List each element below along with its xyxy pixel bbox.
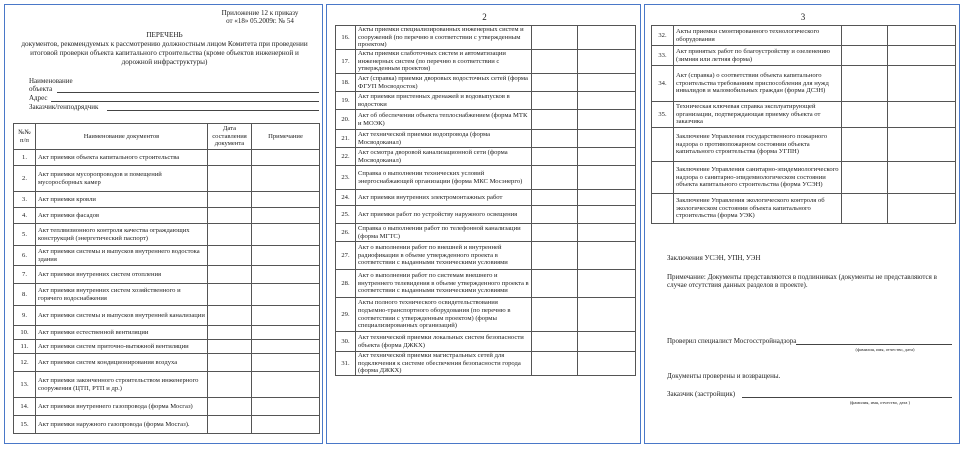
table-row [336,352,636,376]
row-date-cell[interactable] [532,110,578,130]
row-number: 32. [652,26,674,46]
row-note-cell[interactable] [578,74,636,92]
row-date-cell[interactable] [208,284,252,306]
row-note-cell[interactable] [252,326,320,340]
row-document-name: Справка о выполнении технических условий энергоснабжающей организации (форма МКС Мосэнерго) [356,166,532,190]
table-row [336,50,636,74]
page-1 [4,4,323,444]
row-document-name: Акт приемки систем приточно-вытяжной вентиляции [36,340,208,354]
address-line[interactable] [51,101,319,102]
table-row [336,298,636,332]
row-note-cell[interactable] [578,332,636,352]
row-number: 11. [14,340,36,354]
row-document-name: Акт о выполнении работ по системам внешнего и внутреннего телевидения в объеме утвержденного проекта в соответствии с выданными техническими условиями [356,270,532,298]
table-row [14,224,320,246]
row-note-cell[interactable] [252,398,320,416]
row-number: 26. [336,224,356,242]
customer-sign-line[interactable] [742,397,952,398]
row-number: 33. [652,46,674,66]
row-date-cell[interactable] [842,46,888,66]
table-row [336,206,636,224]
doc-subtitle-1: документов, рекомендуемых к рассмотрению должностным лицом Комитета при проведении [21,40,308,48]
row-number: 34. [652,66,674,102]
row-note-cell[interactable] [578,50,636,74]
row-number: 23. [336,166,356,190]
table-row [652,128,956,162]
table-row [336,92,636,110]
row-date-cell[interactable] [532,50,578,74]
row-date-cell[interactable] [208,416,252,434]
row-date-cell[interactable] [532,130,578,148]
row-note-cell[interactable] [578,110,636,130]
checked-by-line[interactable] [796,344,952,345]
field-name-label-1: Наименование [29,77,73,85]
customer-hint: (фамилия, имя, отчество, дата ) [849,400,911,405]
row-date-cell[interactable] [842,162,888,194]
row-date-cell[interactable] [532,298,578,332]
row-note-cell[interactable] [252,266,320,284]
doc-title: ПЕРЕЧЕНЬ [146,31,183,39]
row-note-cell[interactable] [888,162,956,194]
row-document-name: Заключение Управления экологического контроля об экологическом состоянии объекта капитального строительства (форма УЭК) [674,194,842,224]
row-number: 18. [336,74,356,92]
conclusions-label: Заключения УСЭН, УПН, УЭН [667,254,761,262]
row-document-name: Акт приемки внутреннего газопровода (форма Мосгаз) [36,398,208,416]
annex-line: Приложение 12 к приказу [221,9,299,17]
row-number: 9. [14,306,36,326]
row-date-cell[interactable] [532,92,578,110]
table-header-row [14,124,320,150]
row-note-cell[interactable] [578,206,636,224]
table-row [336,74,636,92]
row-document-name: Акт приемки кровли [36,192,208,208]
row-number: 24. [336,190,356,206]
row-document-name: Акт технической приемки локальных систем безопасности объекта (форма ДЖКХ) [356,332,532,352]
row-note-cell[interactable] [578,190,636,206]
row-number: 35. [652,102,674,128]
row-document-name: Акт приемки фасадов [36,208,208,224]
row-document-name: Акт приемки законченного строительством инженерного сооружения (ЦТП, РТП и др.) [36,372,208,398]
table-row [14,192,320,208]
row-date-cell[interactable] [842,194,888,224]
table-row [336,224,636,242]
row-number: 8. [14,284,36,306]
table-row [14,284,320,306]
col-doc-header: Наименование документов [36,124,208,150]
row-note-cell[interactable] [252,306,320,326]
row-date-cell[interactable] [532,166,578,190]
table-row [652,26,956,46]
row-document-name: Акт принятых работ по благоустройству и озеленению (зимняя или летняя форма) [674,46,842,66]
row-date-cell[interactable] [208,372,252,398]
row-document-name: Акты полного технического освидетельствования подъемно-транспортного оборудования (по перечню в соответствии с утвержденным проектом) (формы специализированных организаций) [356,298,532,332]
table-row [336,332,636,352]
note-text: Примечание: Документы представляются в подлинниках (документы не представляются в случае отсутствия данных разделов в проекте). [667,273,937,290]
table-row [14,326,320,340]
row-date-cell[interactable] [842,128,888,162]
row-document-name: Акт (справка) о соответствии объекта капитального строительства требованиям приспособления для нужд инвалидов и маломобильных граждан (форма ДСЗН) [674,66,842,102]
page-number-3: 3 [800,12,806,22]
row-number: 2. [14,166,36,192]
row-document-name: Акт приемки объекта капитального строительства [36,150,208,166]
row-date-cell[interactable] [208,266,252,284]
row-date-cell[interactable] [532,270,578,298]
doc-subtitle-2: итоговой проверки объекта капитального строительства (кроме объектов инженерной и [30,49,299,57]
row-note-cell[interactable] [888,26,956,46]
customer-line[interactable] [107,110,319,111]
row-date-cell[interactable] [532,242,578,270]
table-row [336,130,636,148]
row-number [652,194,674,224]
row-document-name: Акт приемки наружного газопровода (форма Мосгаз). [36,416,208,434]
doc-subtitle-3: дорожной инфраструктуры) [121,58,208,66]
row-date-cell[interactable] [208,398,252,416]
row-note-cell[interactable] [252,354,320,372]
row-date-cell[interactable] [842,66,888,102]
row-number: 22. [336,148,356,166]
row-document-name: Акт приемки работ по устройству наружного освещения [356,206,532,224]
table-row [652,194,956,224]
page-3 [644,4,960,444]
table-row [14,372,320,398]
row-document-name: Заключение Управления государственного пожарного надзора о противопожарном состоянии объекта капитального строительства (форма УГПН) [674,128,842,162]
row-note-cell[interactable] [888,128,956,162]
row-date-cell[interactable] [532,352,578,376]
row-number: 21. [336,130,356,148]
row-number: 30. [336,332,356,352]
table-row [14,416,320,434]
table-row [652,102,956,128]
table-row [652,46,956,66]
row-date-cell[interactable] [208,224,252,246]
row-note-cell[interactable] [252,372,320,398]
col-num-header: №№ п/п [14,124,36,150]
documents-table-1 [13,123,320,434]
table-row [336,270,636,298]
row-document-name: Акт (справка) приемки дворовых водосточных сетей (форма ФГУП Мосводосток) [356,74,532,92]
table-row [336,190,636,206]
row-document-name: Акт приемки внутренних электромонтажных работ [356,190,532,206]
row-date-cell[interactable] [532,74,578,92]
row-document-name: Акт приемки пристенных дренажей и водовыпусков в водостоки [356,92,532,110]
col-date-header: Дата составления документа [208,124,252,150]
row-document-name: Акт осмотра дворовой канализационной сети (форма Мосводоканал) [356,148,532,166]
annex-date: от «18» 05.2009г. № 54 [226,17,294,25]
row-number: 28. [336,270,356,298]
row-date-cell[interactable] [532,224,578,242]
row-date-cell[interactable] [208,246,252,266]
row-note-cell[interactable] [252,246,320,266]
row-number: 16. [336,26,356,50]
row-number: 7. [14,266,36,284]
row-document-name: Акт приемки системы и выпусков внутреннего водостока здания [36,246,208,266]
row-number: 31. [336,352,356,376]
row-number: 29. [336,298,356,332]
row-date-cell[interactable] [842,26,888,46]
table-row [14,354,320,372]
row-date-cell[interactable] [532,332,578,352]
row-document-name: Акт приемки естественной вентиляции [36,326,208,340]
row-date-cell[interactable] [208,326,252,340]
returned-label: Документы проверены и возвращены. [667,372,781,380]
documents-table-3 [651,25,956,224]
row-number: 5. [14,224,36,246]
table-row [14,246,320,266]
row-note-cell[interactable] [578,352,636,376]
row-note-cell[interactable] [252,166,320,192]
row-document-name: Заключение Управления санитарно-эпидемиологического надзора о санитарно-эпидемиологическом состоянии объекта капитального строительства (форма УСЭН) [674,162,842,194]
checked-by-label: Проверил специалист Мосгосстройнадзора [667,337,797,345]
row-document-name: Акт приемки мусоропроводов и помещений мусоросборных камер [36,166,208,192]
row-note-cell[interactable] [252,340,320,354]
table-row [336,166,636,190]
row-date-cell[interactable] [208,354,252,372]
table-row [14,150,320,166]
table-row [336,26,636,50]
row-document-name: Акт технической приемки магистральных сетей для подключения к системе обеспечения безопасности города (форма ДЖКХ) [356,352,532,376]
row-document-name: Акт приемки внутренних систем хозяйственного и горячего водоснабжения [36,284,208,306]
row-number: 3. [14,192,36,208]
table-row [14,398,320,416]
row-document-name: Акт приемки системы и выпусков внутренней канализации [36,306,208,326]
row-number: 17. [336,50,356,74]
row-note-cell[interactable] [252,416,320,434]
table-row [336,242,636,270]
object-name-line[interactable] [57,92,319,93]
row-note-cell[interactable] [578,270,636,298]
row-number: 15. [14,416,36,434]
row-note-cell[interactable] [252,284,320,306]
row-note-cell[interactable] [252,224,320,246]
row-number: 12. [14,354,36,372]
row-number: 1. [14,150,36,166]
row-document-name: Акты приемки слаботочных систем и автоматизации инженерных систем (по перечню в соответствии с утвержденным проектом) [356,50,532,74]
row-note-cell[interactable] [578,242,636,270]
row-date-cell[interactable] [208,340,252,354]
table-row [14,306,320,326]
row-note-cell[interactable] [252,208,320,224]
checked-by-hint: (фамилия, имя, отчество, дата) [855,347,915,352]
table-row [652,66,956,102]
row-date-cell[interactable] [208,306,252,326]
field-name-label-2: объекта [29,85,53,93]
row-note-cell[interactable] [578,26,636,50]
row-note-cell[interactable] [578,166,636,190]
row-note-cell[interactable] [252,150,320,166]
row-date-cell[interactable] [208,192,252,208]
customer-label: Заказчик (застройщик) [667,390,736,398]
row-note-cell[interactable] [888,46,956,66]
row-document-name: Акт приемки систем кондиционирования воздуха [36,354,208,372]
row-number: 19. [336,92,356,110]
row-document-name: Справка о выполнении работ по телефонной канализации (форма МГТС) [356,224,532,242]
row-note-cell[interactable] [252,192,320,208]
row-document-name: Акт о выполнении работ по внешней и внутренней радиофикации в объеме утвержденного проекта в соответствии с выданными техническими условиями [356,242,532,270]
row-date-cell[interactable] [208,208,252,224]
row-document-name: Акт приемки внутренних систем отопления [36,266,208,284]
row-document-name: Акт технической приемки водопровода (форма Мосводоканал) [356,130,532,148]
row-note-cell[interactable] [888,102,956,128]
table-row [14,340,320,354]
row-note-cell[interactable] [888,66,956,102]
row-number [652,128,674,162]
table-row [336,110,636,130]
row-document-name: Техническая ключевая справка эксплуатирующей организации, подтверждающая приемку объекта от заказчика [674,102,842,128]
row-note-cell[interactable] [888,194,956,224]
field-customer-label: Заказчик/генподрядчик [29,103,99,111]
documents-table-2 [335,25,636,376]
row-number: 13. [14,372,36,398]
row-date-cell[interactable] [532,190,578,206]
row-date-cell[interactable] [532,206,578,224]
col-note-header: Примечание [252,124,320,150]
table-row [652,162,956,194]
row-note-cell[interactable] [578,92,636,110]
row-note-cell[interactable] [578,298,636,332]
row-number: 25. [336,206,356,224]
row-date-cell[interactable] [532,26,578,50]
row-date-cell[interactable] [208,166,252,192]
row-number: 4. [14,208,36,224]
row-document-name: Акты приемки смонтированного технологического оборудования [674,26,842,46]
row-note-cell[interactable] [578,148,636,166]
table-row [336,148,636,166]
row-number: 6. [14,246,36,266]
row-number: 14. [14,398,36,416]
table-row [14,266,320,284]
row-number [652,162,674,194]
row-number: 10. [14,326,36,340]
row-date-cell[interactable] [842,102,888,128]
table-row [14,166,320,192]
row-number: 27. [336,242,356,270]
page-number-2: 2 [482,12,487,22]
table-row [14,208,320,224]
row-date-cell[interactable] [532,148,578,166]
row-number: 20. [336,110,356,130]
page-2 [326,4,641,444]
field-address-label: Адрес [29,94,48,102]
row-document-name: Акт об обеспечении объекта теплоснабжением (форма МТК и МОЭК) [356,110,532,130]
row-date-cell[interactable] [208,150,252,166]
row-document-name: Акты приемки специализированных инженерных систем и сооружений (по перечню в соответствии с утвержденным проектом) [356,26,532,50]
row-note-cell[interactable] [578,130,636,148]
row-document-name: Акт теплвизионного контроля качества ограждающих конструкций (энергетический паспорт) [36,224,208,246]
row-note-cell[interactable] [578,224,636,242]
